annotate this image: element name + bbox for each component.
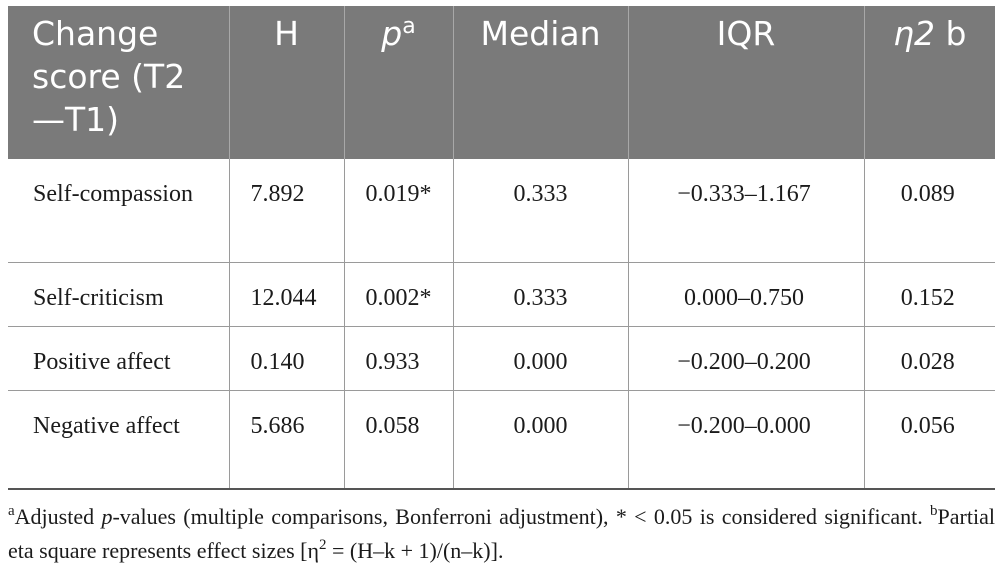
header-iqr-label: IQR bbox=[716, 14, 776, 53]
footnote-b-text-1: Partial eta square represents effect sizes [η bbox=[8, 504, 995, 563]
footnote-a-text-2: -values (multiple comparisons, Bonferroni adjustment), * < 0.05 is considered significant. bbox=[112, 504, 931, 529]
cell-iqr: 0.000–0.750 bbox=[628, 263, 864, 327]
table-row bbox=[8, 159, 995, 263]
header-iqr bbox=[628, 6, 864, 159]
footnote-a-marker: a bbox=[8, 503, 15, 519]
cell-p: 0.933 bbox=[344, 327, 453, 391]
table-header bbox=[8, 6, 995, 159]
header-change-score bbox=[8, 6, 229, 159]
cell-median: 0.333 bbox=[453, 263, 628, 327]
header-change-score-label: Change score (T2—T1) bbox=[32, 14, 186, 139]
cell-h: 0.140 bbox=[229, 327, 344, 391]
footnote-a-p: p bbox=[101, 504, 113, 529]
header-eta-label: η2 bbox=[893, 14, 935, 53]
cell-eta: 0.028 bbox=[864, 327, 995, 391]
table-row bbox=[8, 263, 995, 327]
row-label: Self-compassion bbox=[8, 159, 229, 263]
cell-p: 0.002* bbox=[344, 263, 453, 327]
footnote-b-marker: b bbox=[930, 503, 938, 519]
cell-iqr: −0.333–1.167 bbox=[628, 159, 864, 263]
footnote-b-text-2: = (H–k + 1)/(n–k)]. bbox=[326, 538, 504, 563]
header-h-label: H bbox=[274, 14, 299, 53]
cell-p: 0.019* bbox=[344, 159, 453, 263]
cell-median: 0.000 bbox=[453, 327, 628, 391]
footnote-b-square: 2 bbox=[319, 537, 327, 553]
cell-eta: 0.152 bbox=[864, 263, 995, 327]
header-p bbox=[344, 6, 453, 159]
cell-iqr: −0.200–0.000 bbox=[628, 391, 864, 490]
header-h bbox=[229, 6, 344, 159]
header-p-label: p bbox=[381, 14, 403, 53]
table-footnotes bbox=[8, 500, 995, 568]
header-p-superscript: a bbox=[402, 14, 416, 39]
row-label: Self-criticism bbox=[8, 263, 229, 327]
cell-h: 7.892 bbox=[229, 159, 344, 263]
cell-eta: 0.089 bbox=[864, 159, 995, 263]
cell-h: 5.686 bbox=[229, 391, 344, 490]
cell-p: 0.058 bbox=[344, 391, 453, 490]
header-median-label: Median bbox=[480, 14, 601, 53]
table-row bbox=[8, 391, 995, 490]
header-eta bbox=[864, 6, 995, 159]
cell-h: 12.044 bbox=[229, 263, 344, 327]
table-row bbox=[8, 327, 995, 391]
row-label: Positive affect bbox=[8, 327, 229, 391]
header-row bbox=[8, 6, 995, 159]
cell-median: 0.000 bbox=[453, 391, 628, 490]
table-body bbox=[8, 159, 995, 489]
footnote-a-text-1: Adjusted bbox=[14, 504, 102, 529]
row-label: Negative affect bbox=[8, 391, 229, 490]
header-eta-superscript: b bbox=[945, 14, 967, 53]
header-median bbox=[453, 6, 628, 159]
results-table bbox=[8, 6, 995, 490]
cell-median: 0.333 bbox=[453, 159, 628, 263]
cell-iqr: −0.200–0.200 bbox=[628, 327, 864, 391]
cell-eta: 0.056 bbox=[864, 391, 995, 490]
